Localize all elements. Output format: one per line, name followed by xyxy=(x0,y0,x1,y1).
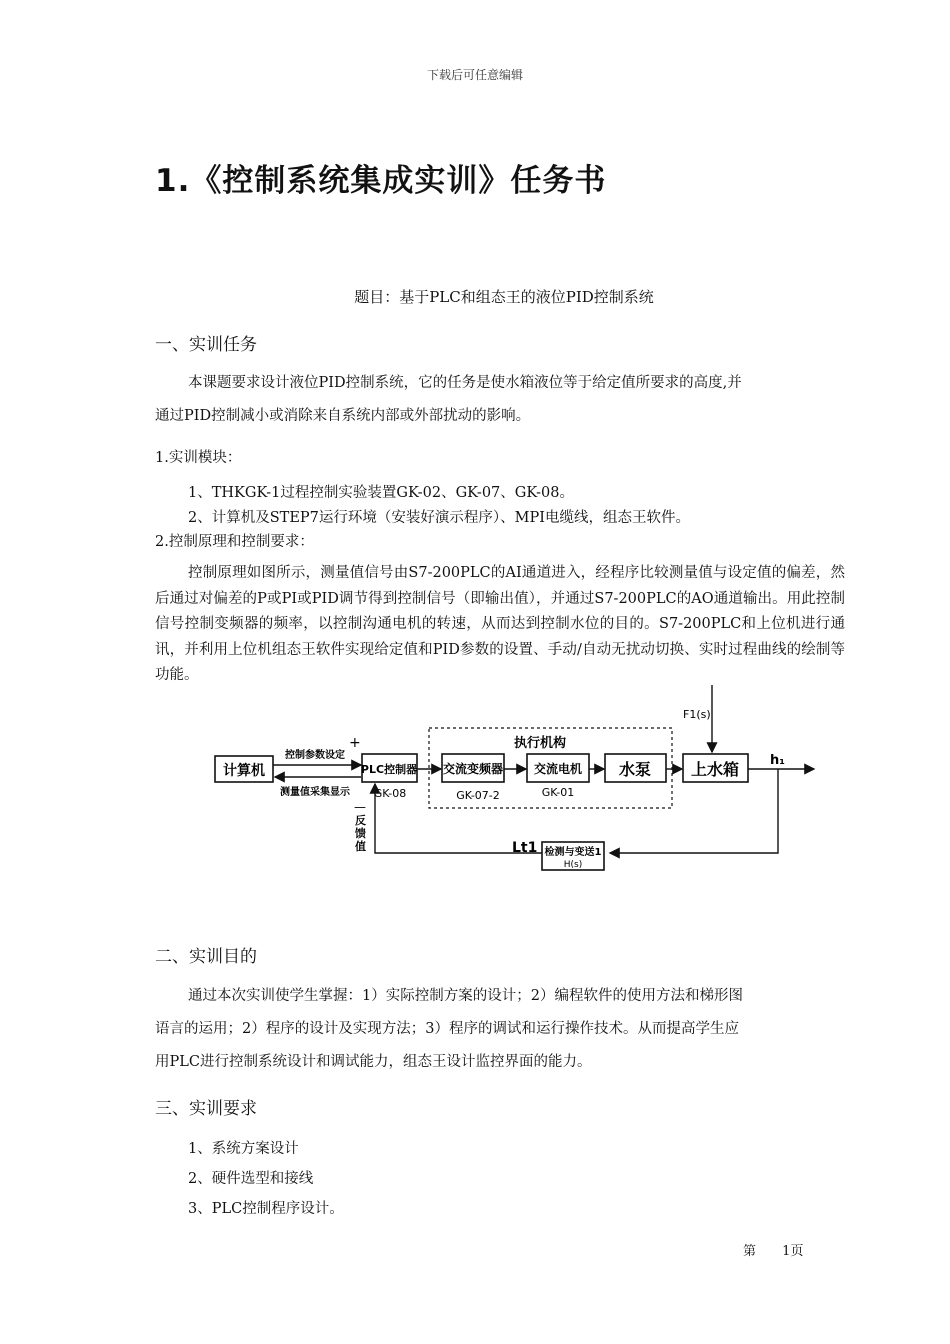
plc-label: PLC控制器 xyxy=(360,763,418,776)
plus-sign: + xyxy=(349,735,361,751)
intro-line2: 通过PID控制减小或消除来自系统内部或外部扰动的影响。 xyxy=(155,408,531,424)
page-footer xyxy=(743,1240,803,1259)
page-suffix: 页 xyxy=(790,1244,804,1259)
principle-text: 控制原理如图所示，测量值信号由S7-200PLC的AI通道进入，经程序比较测量值与设定值的偏差，然后通过对偏差的P或PI或PID调节得到控制信号（即输出值），并通过S7-200PLC的AO通道输出。用此控制信号控制变频器的频率，以控制沟通电机的转速，从而达到控制水位的目的。S7-200PLC和上位机进行通讯，并利用上位机组态王软件实现给定值和PID参数的设置、手动/自动无扰动切换、实时过程曲线的绘制等功能。 xyxy=(155,565,845,683)
document-title: 1.《控制系统集成实训》任务书 xyxy=(155,163,607,199)
actuator-group-label: 执行机构 xyxy=(513,736,567,751)
minus-sign: — xyxy=(354,800,366,814)
section2-body xyxy=(155,980,845,1079)
section1-heading: 一、实训任务 xyxy=(155,335,257,355)
requirement-item-1: 1、系统方案设计 xyxy=(188,1141,299,1157)
principle-label: 2.控制原理和控制要求： xyxy=(155,534,314,550)
section2-heading: 二、实训目的 xyxy=(155,947,257,967)
disturbance-label: F1(s) xyxy=(683,708,711,721)
purpose-line3: 用PLC进行控制系统设计和调试能力，组态王设计监控界面的能力。 xyxy=(155,1054,592,1070)
motor-id: GK-01 xyxy=(541,786,575,799)
pump-label: 水泵 xyxy=(618,760,652,779)
feedback-char-1: 反 xyxy=(355,814,366,827)
measure-display-label: 测量值采集显示 xyxy=(280,787,350,798)
requirement-item-2: 2、硬件选型和接线 xyxy=(188,1171,314,1187)
modules-label: 1.实训模块： xyxy=(155,450,242,466)
sensor-tf: H(s) xyxy=(563,860,583,870)
set-params-label: 控制参数设定 xyxy=(285,750,345,761)
requirement-item-3: 3、PLC控制程序设计。 xyxy=(188,1201,344,1217)
purpose-line2: 语言的运用；2）程序的设计及实现方法；3）程序的调试和运行操作技术。从而提高学生应 xyxy=(155,1021,739,1037)
lt-label: Lt1 xyxy=(512,840,538,856)
plc-id: GK-08 xyxy=(373,787,407,800)
feedback-char-3: 值 xyxy=(355,840,366,853)
control-block-diagram xyxy=(200,680,840,880)
header-note: 下载后可任意编辑 xyxy=(426,68,523,82)
vfd-id: GK-07-2 xyxy=(456,789,500,802)
motor-label: 交流电机 xyxy=(533,762,583,776)
section1-intro xyxy=(155,367,845,433)
feedback-char-2: 馈 xyxy=(355,827,366,840)
sensor-label: 检测与变送1 xyxy=(544,847,602,858)
vfd-label: 交流变频器 xyxy=(442,762,504,776)
page-prefix: 第 xyxy=(743,1244,757,1259)
section3-heading: 三、实训要求 xyxy=(155,1099,257,1119)
intro-line1: 本课题要求设计液位PID控制系统，它的任务是使水箱液位等于给定值所要求的高度,并 xyxy=(188,375,742,391)
module-item-1: 1、THKGK-1过程控制实验装置GK-02、GK-07、GK-08。 xyxy=(188,485,574,501)
output-label: h₁ xyxy=(770,753,785,768)
module-item-2: 2、计算机及STEP7运行环境（安装好演示程序）、MPI电缆线，组态王软件。 xyxy=(188,510,690,526)
page-number: 1 xyxy=(782,1244,791,1259)
computer-label: 计算机 xyxy=(223,763,265,779)
subject-line: 题目：基于PLC和组态王的液位PID控制系统 xyxy=(354,288,654,306)
purpose-line1: 通过本次实训使学生掌握：1）实际控制方案的设计；2）编程软件的使用方法和梯形图 xyxy=(188,988,743,1004)
tank-label: 上水箱 xyxy=(690,760,740,779)
